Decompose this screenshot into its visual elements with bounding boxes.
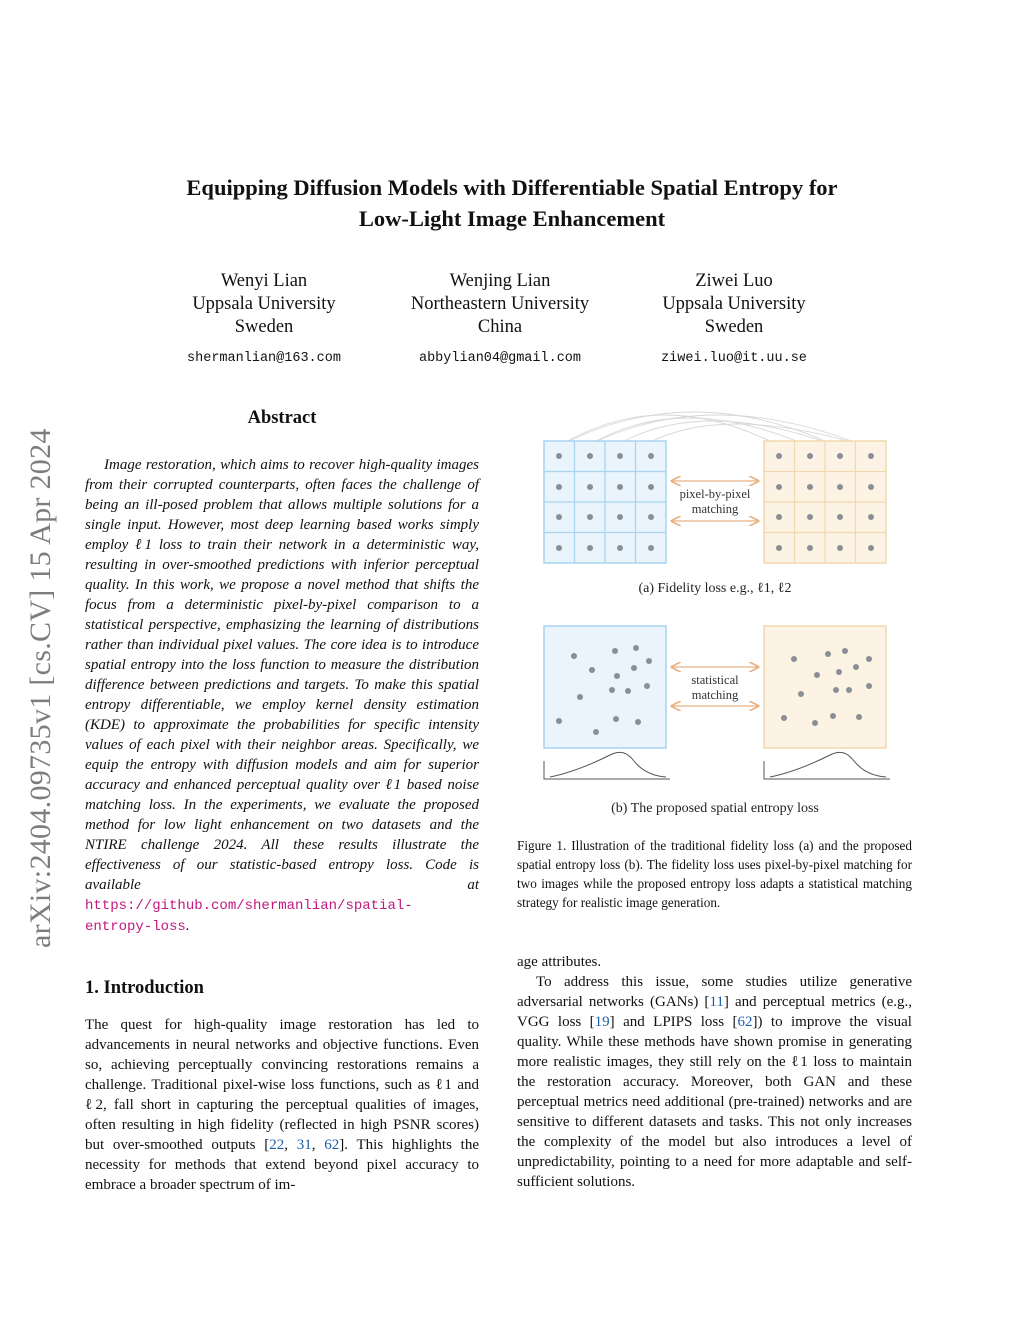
author-affiliation: Uppsala University [192, 294, 336, 314]
author-email[interactable]: shermanlian@163.com [187, 351, 341, 366]
author-block-2 [370, 270, 630, 370]
abstract-end: . [185, 918, 190, 934]
citation-link[interactable]: 31 [296, 1137, 312, 1153]
citation-link[interactable]: 62 [324, 1137, 340, 1153]
author-affiliation: Uppsala University [662, 294, 806, 314]
connection-arcs [561, 412, 862, 445]
author-affiliation: Northeastern University [410, 294, 590, 314]
title-line-1: Equipping Diffusion Models with Differentiable Spatial Entropy for [186, 175, 838, 200]
label-matching-a: matching [691, 502, 739, 516]
author-name: Wenyi Lian [220, 271, 308, 291]
para-text: ] and perceptual metrics (e.g., VGG loss [ [517, 994, 912, 1030]
intro-text: ]. This highlights the necessity for methods that extend beyond pixel accuracy to embrace a broader spectrum of im- [85, 1137, 479, 1193]
author-country: China [477, 317, 523, 337]
right-column-text [517, 952, 912, 1192]
right-paragraph [517, 972, 912, 1192]
caption-a: (a) Fidelity loss e.g., ℓ1, ℓ2 [638, 581, 792, 596]
scatter-left [544, 626, 666, 748]
abstract-heading: Abstract [247, 408, 317, 428]
distribution-curve-left [544, 752, 670, 779]
arxiv-stamp: arXiv:2404.09735v1 [cs.CV] 15 Apr 2024 [24, 428, 57, 948]
grid-left [544, 441, 666, 563]
para-text: ] and LPIPS loss [ [609, 1014, 738, 1030]
para-text: ]) to improve the visual quality. While these methods have shown promise in generating more realistic images, they still rely on the ℓ1 loss to maintain the restoration accuracy. Moreover, both GAN and these perceptual metrics need additional (pre-trained) networks and are sensitive to different datasets and tasks. This not only increases the complexity of the model but also introduces a level of unpredictability, pointing to a need for more adaptable and self-sufficient solutions. [517, 1014, 912, 1190]
citation-link[interactable]: 11 [709, 994, 724, 1010]
citation-link[interactable]: 62 [737, 1014, 753, 1030]
author-email[interactable]: ziwei.luo@it.uu.se [661, 351, 807, 366]
abstract-text: Image restoration, which aims to recover high-quality images from their corrupted counterparts, often faces the challenge of being an ill-posed problem that allows multiple solutions for a single input. However, most deep learning based works simply employ ℓ1 loss to train their network in a deterministic way, resulting in over-smoothed predictions with inferior perceptual quality. In this work, we propose a novel method that shifts the focus from a deterministic pixel-by-pixel comparison to a statistical perspective, emphasizing the learning of distributions rather than individual pixel values. The core idea is to introduce spatial entropy into the loss function to measure the distribution difference between predictions and targets. To make this spatial entropy differentiable, we employ kernel density estimation (KDE) to approximate the probabilities for specific intensity values of each pixel with their neighbor areas. Specifically, we equip the entropy with diffusion models and aim for superior accuracy and enhanced perceptual quality over ℓ1 based noise matching loss. In the experiments, we evaluate the proposed method for low light enhancement on two datasets and the NTIRE challenge 2024. All these results illustrate the effectiveness of our statistic-based entropy loss. Code is available at [85, 457, 479, 893]
title-line-2: Low-Light Image Enhancement [358, 206, 666, 231]
label-statistical: statistical [691, 673, 739, 687]
abstract-body [85, 455, 479, 937]
scatter-right [764, 626, 886, 748]
author-block-1 [134, 270, 394, 370]
caption-b: (b) The proposed spatial entropy loss [611, 801, 819, 816]
author-country: Sweden [704, 317, 764, 337]
paper-title [0, 172, 1024, 234]
figure-caption: Figure 1. Illustration of the traditional fidelity loss (a) and the proposed spatial entropy loss (b). The fidelity loss uses pixel-by-pixel matching for two images while the proposed entropy loss adapts a statistical matching strategy for realistic image generation. [517, 838, 912, 910]
label-pixel-by-pixel: pixel-by-pixel [679, 487, 751, 501]
author-name: Ziwei Luo [695, 271, 773, 291]
author-country: Sweden [234, 317, 294, 337]
citation-link[interactable]: 22 [269, 1137, 285, 1153]
intro-paragraph: The quest for high-quality image restoration has led to advancements in neural networks and objective functions. Even so, achieving perceptually convincing restorations remains a challenge. Traditional pixel-wise loss functions, such as ℓ1 and ℓ2, fall short in capturing the perceptual qualities of images, often resulting in high fidelity (reflected in high PSNR scores) but over-smoothed outputs [22, 31, 62]. This highlights the necessity for methods that extend beyond pixel accuracy to embrace a broader spectrum of im- [85, 1017, 479, 1193]
continuation-text: age attributes. [517, 954, 602, 970]
figure-1 [530, 405, 900, 820]
author-email[interactable]: abbylian04@gmail.com [418, 351, 582, 366]
intro-text: The quest for high-quality image restoration has led to advancements in neural networks and objective functions. Even so, achieving perceptually convincing restorations remains a challenge. Traditional pixel-wise loss functions, such as ℓ1 and ℓ2, fall short in capturing the perceptual qualities of images, often resulting in high fidelity (reflected in high PSNR scores) but over-smoothed outputs [ [85, 1017, 479, 1153]
intro-heading: 1. Introduction [85, 978, 204, 998]
author-block-3 [604, 270, 864, 370]
grid-right [764, 441, 886, 563]
author-name: Wenjing Lian [449, 271, 551, 291]
code-link[interactable]: https://github.com/shermanlian/spatial-entropy-loss [85, 898, 413, 935]
citation-link[interactable]: 19 [594, 1014, 610, 1030]
distribution-curve-right [764, 752, 890, 779]
para-text: To address this issue, some studies utilize generative adversarial networks (GANs) [ [517, 974, 912, 1010]
label-matching-b: matching [691, 688, 739, 702]
